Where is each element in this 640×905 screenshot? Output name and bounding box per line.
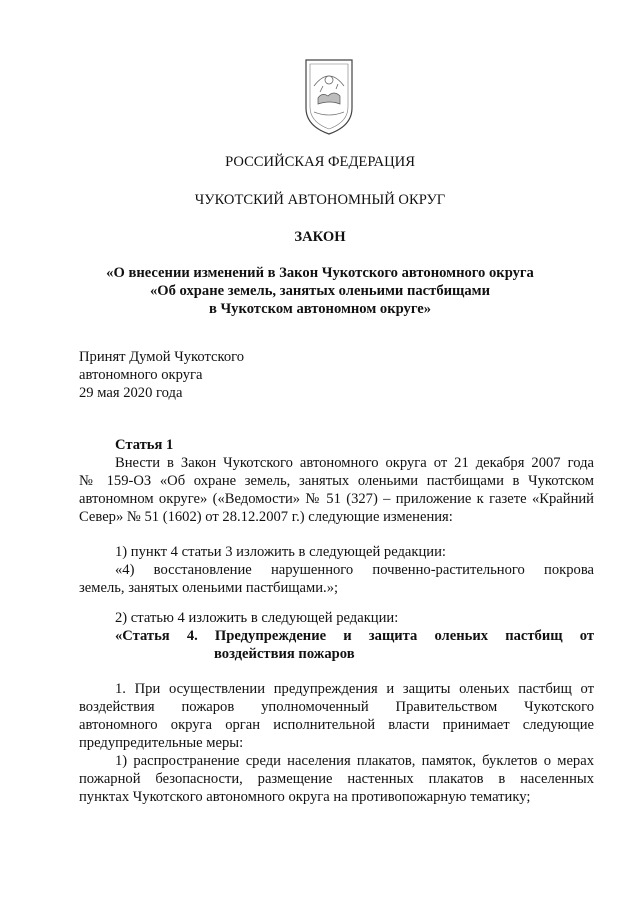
new-article-heading-line: «Статья 4. Предупреждение и защита оленьих пастбищ от [115,628,594,644]
article-text-line: Север» № 51 (1602) от 28.12.2007 г.) следующие изменения: [79,509,453,525]
law-title-line: «Об охране земель, занятых оленьими пастбищами [149,283,491,299]
item-2-line: 2) статью 4 изложить в следующей редакции: [115,610,399,626]
subpoint-1-line: пунктах Чукотского автономного округа на противопожарную тематику; [79,789,531,805]
item-1-line: земель, занятых оленьими пастбищами.»; [79,580,339,596]
point-1-line: воздействия пожаров уполномоченный Правительством Чукотского [79,699,594,715]
law-title-line: «О внесении изменений в Закон Чукотского автономного округа [106,265,534,281]
article-text-line: № 159-ОЗ «Об охране земель, занятых оленьими пастбищами в Чукотском [79,473,594,489]
article-text-line: автономном округе» («Ведомости» № 51 (327) – приложение к газете «Крайний [79,491,594,507]
subpoint-1-line: пожарной безопасности, размещение настенных плакатов в населенных [79,771,594,787]
point-1-line: предупредительные меры: [79,735,244,751]
subpoint-1-line: 1) распространение среди населения плакатов, памяток, буклетов о мерах [115,753,594,769]
coat-of-arms-emblem [300,56,358,136]
law-title-line: в Чукотском автономном округе» [208,301,432,317]
adopted-line: Принят Думой Чукотского [79,349,245,365]
point-1-line: 1. При осуществлении предупреждения и защиты оленьих пастбищ от [115,681,594,697]
item-1-line: «4) восстановление нарушенного почвенно-растительного покрова [115,562,594,578]
new-article-heading-line: воздействия пожаров [214,646,355,662]
adopted-line: автономного округа [79,367,203,383]
article-1-heading: Статья 1 [115,437,174,453]
country-heading: РОССИЙСКАЯ ФЕДЕРАЦИЯ [225,154,415,170]
adopted-line: 29 мая 2020 года [79,385,183,401]
article-text-line: Внести в Закон Чукотского автономного округа от 21 декабря 2007 года [115,455,594,471]
region-heading: ЧУКОТСКИЙ АВТОНОМНЫЙ ОКРУГ [194,192,446,208]
point-1-line: автономного округа орган исполнительной власти принимает следующие [79,717,594,733]
item-1-line: 1) пункт 4 статьи 3 изложить в следующей редакции: [115,544,446,560]
law-heading: ЗАКОН [294,229,346,245]
